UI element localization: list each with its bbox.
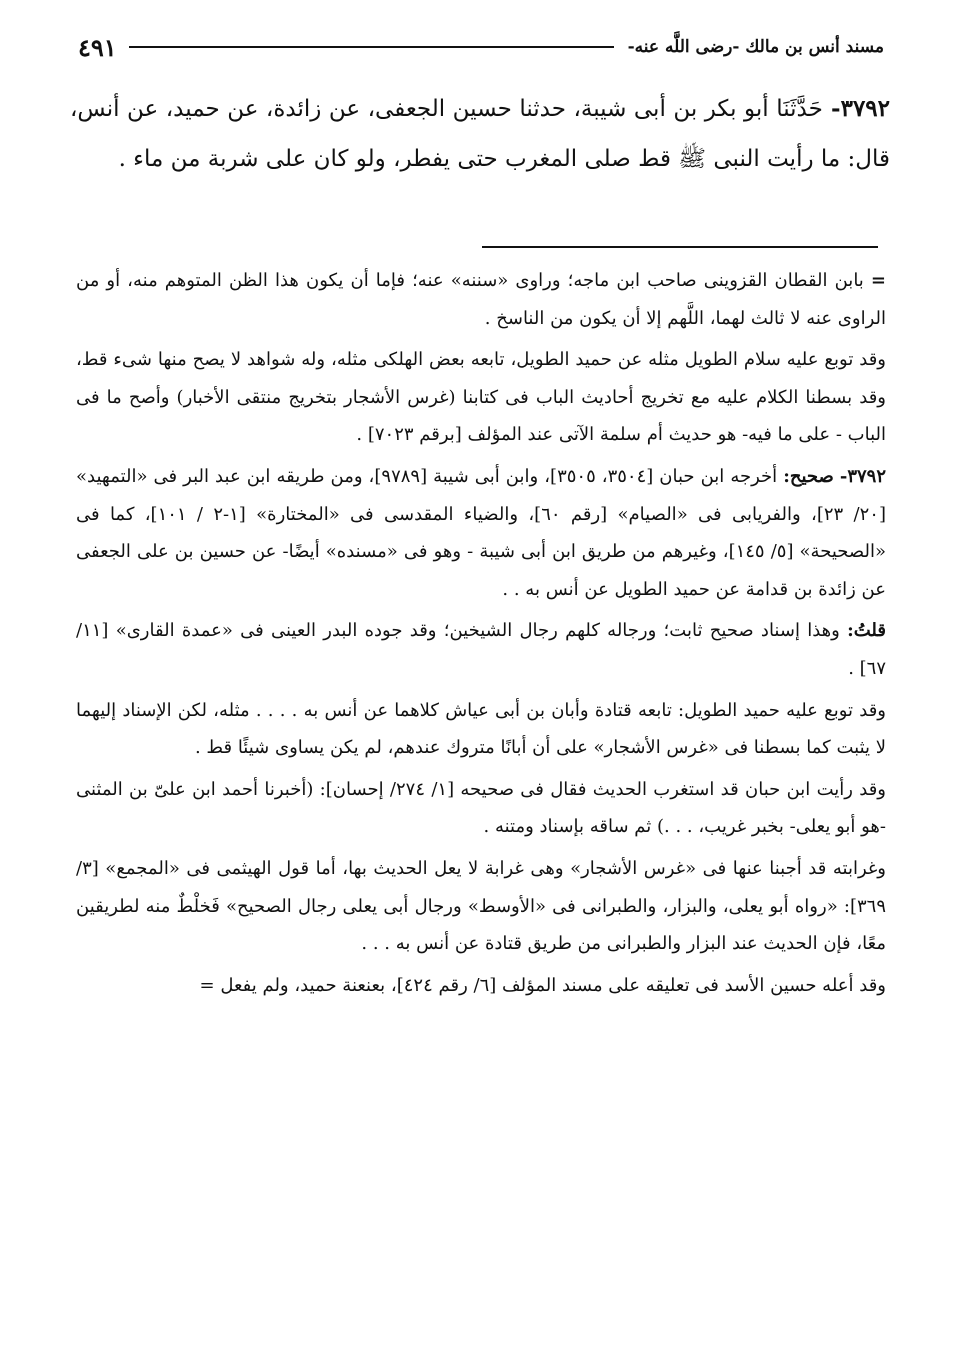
hadith-number: ٣٧٩٢- [831,95,891,122]
header-rule [129,46,614,48]
page-number: ٤٩١ [78,32,117,62]
footnote-text: وقد رأيت ابن حبان قد استغرب الحديث فقال فى صحيحه [١/ ٢٧٤/ إحسان]: (أخبرنا أحمد ابن علىّ بن المثنى -هو أبو يعلى- بخبر غريب، . . .) ثم ساقه بإسناد ومتنه . [76,778,887,838]
footnote-marker: ٣٧٩٢- [839,465,886,487]
footnote-paragraph [76,771,886,846]
footnote-paragraph [76,850,886,963]
footnote-text: بابن القطان القزوينى صاحب ابن ماجه؛ وراوى «سننه» عنه؛ فإما أن يكون هذا الظن المتوهم منه، أو من الراوى عنه لا ثالث لهما، اللَّهم إلا أن يكون من الناسخ . [76,270,886,329]
footnote-separator [482,246,878,248]
footnote-paragraph [76,262,886,337]
footnote-paragraph [76,612,886,687]
footnote-text: وقد توبع عليه حميد الطويل: تابعه قتادة وأبان بن أبى عياش كلاهما عن أنس به . . . . مثله، لكن الإسناد إليهما لا يثبت كما بسطنا فى «غرس الأشجار» على أن أبانًا متروك عندهم، لم يكن يساوى شيئًا قط . [76,699,886,759]
footnote-text: وقد توبع عليه سلام الطويل مثله عن حميد الطويل، تابعه بعض الهلكى مثله، وله شواهد لا يصح منها شىء قط، وقد بسطنا الكلام عليه مع تخريج أحاديث الباب فى كتابنا (غرس الأشجار بتخريج منتقى الأخبار) وأصح ما فى الباب - على ما فيه- هو حديث أم سلمة الآتى عند المؤلف [برقم ٧٠٢٣] . [76,349,886,446]
footnote-text: وهذا إسناد صحيح ثابت؛ ورجاله كلهم رجال الشيخين؛ وقد جوده البدر العينى فى «عمدة القارى» [١١/ ٦٧] . [76,620,886,679]
footnote-text: أخرجه ابن حبان [٣٥٠٤، ٣٥٠٥]، وابن أبى شيبة [٩٧٨٩]، ومن طريقه ابن عبد البر فى «التمهيد» [٢٠/ ٢٣]، والفريابى فى «الصيام» [رقم ٦٠]، والضياء المقدسى فى «المختارة» [١-٢ / ١٠١]، كما فى «الصحيحة» [٥/ ١٤٥]، وغيرهم من طريق ابن أبى شيبة - وهو فى «مسنده» أيضًا- عن حسين بن على الجعفى عن زائدة بن قدامة عن حميد الطويل عن أنس به . . [76,465,886,600]
footnote-paragraph [76,341,886,454]
hadith-paragraph [70,84,890,184]
footnote-paragraph [76,458,886,608]
running-header [78,30,884,64]
running-title: مسند أنس بن مالك -رضى اللَّه عنه- [627,37,884,57]
footnote-text: وقد أعله حسين الأسد فى تعليقه على مسند المؤلف [٦/ رقم ٤٢٤]، بعنعنة حميد، ولم يفعل = [199,974,886,996]
footnote-paragraph [76,692,886,767]
footnote-lead: قلتُ: [847,620,886,642]
hadith-text: حَدَّثَنَا أبو بكر بن أبى شيبة، حدثنا حسين الجعفى، عن زائدة، عن حميد، عن أنس، قال: ما رأيت النبى ﷺ قط صلى المغرب حتى يفطر، ولو كان على شربة من ماء . [70,96,890,172]
footnote-grade: صحيح: [783,465,834,487]
footnote-paragraph [76,967,886,1005]
footnotes-section [76,262,886,1008]
footnote-marker: = [870,270,886,291]
footnote-text: وغرابته قد أجبنا عنها فى «غرس الأشجار» وهى غرابة لا يعل الحديث بها، أما قول الهيثمى فى «المجمع» [٣/ ٣٦٩]: «رواه أبو يعلى، والبزار، والطبرانى فى «الأوسط» ورجال أبى يعلى رجال الصحيح» فَخلْطٌ منه لطريقين معًا، فإن الحديث عند البزار والطبرانى من طريق قتادة عن أنس به . . . [76,857,886,955]
